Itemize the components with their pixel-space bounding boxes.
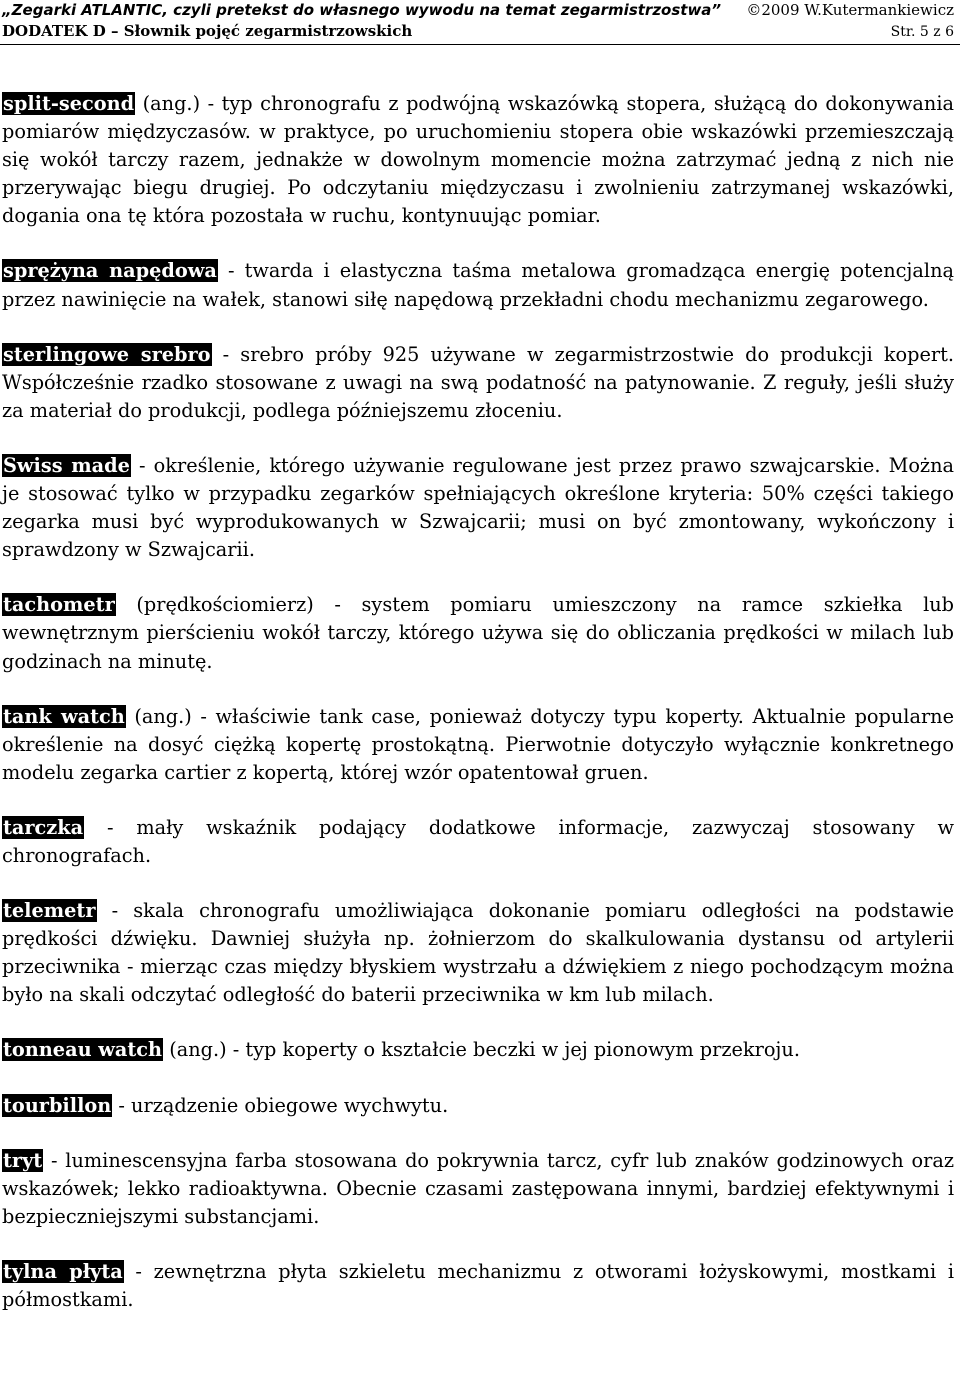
glossary-term: tarczka (3, 815, 84, 839)
glossary-entry (2, 897, 954, 1009)
glossary-entry (2, 814, 954, 870)
glossary-term: split-second (3, 92, 135, 115)
glossary-definition: - określenie, którego używanie regulowane jest przez prawo szwajcarskie. Można je stosować tylko w przypadku zegarków spełniających określone kryteria: 50% części takiego zegarka musi być wyprodukowanych w Szwajcarii; musi on być zmontowany, wykończony i sprawdzony w Szwajcarii. (2, 453, 954, 562)
glossary-definition: (prędkościomierz) - system pomiaru umieszczony na ramce szkiełka lub wewnętrznym pierścieniu wokół tarczy, którego używa się do obliczania prędkości w milach lub godzinach na minutę. (2, 593, 954, 673)
page-number: Str. 5 z 6 (890, 24, 954, 40)
glossary-definition: - srebro próby 925 używane w zegarmistrzostwie do produkcji kopert. Współcześnie rzadko stosowane z uwagi na swą podatność na patynowanie. Z reguły, jeśli służy za materiał do produkcji, podlega późniejszemu złoceniu. (2, 342, 954, 422)
glossary-term: sprężyna napędowa (3, 259, 217, 283)
glossary-term: tonneau watch (3, 1038, 163, 1062)
glossary-entry (2, 1147, 954, 1231)
glossary-definition: - urządzenie obiegowe wychwytu. (112, 1093, 449, 1117)
glossary-entry (2, 1258, 954, 1314)
glossary-term: sterlingowe srebro (3, 342, 211, 366)
glossary-term: Swiss made (3, 453, 130, 477)
glossary-entry (2, 452, 954, 564)
header-line-1 (2, 1, 954, 21)
glossary-entry (2, 591, 954, 675)
glossary-entry (2, 1092, 954, 1120)
glossary-definition: - zewnętrzna płyta szkieletu mechanizmu z otworami łożyskowymi, mostkami i półmostkami. (2, 1259, 954, 1311)
document-title: „Zegarki ATLANTIC, czyli pretekst do własnego wywodu na temat zegarmistrzostwa” (2, 1, 722, 19)
glossary-term: tylna płyta (3, 1259, 123, 1283)
glossary-term: tachometr (3, 593, 115, 617)
glossary-entry (2, 90, 954, 230)
glossary-term: tourbillon (3, 1093, 112, 1117)
glossary-entry (2, 257, 954, 313)
glossary-entry (2, 703, 954, 787)
glossary-definition: - luminescensyjna farba stosowana do pokrywnia tarcz, cyfr lub znaków godzinowych oraz wskazówek; lekko radioaktywna. Obecnie czasami zastępowana innymi, bardziej efektywnymi i bezpieczniejszymi substancjami. (2, 1148, 954, 1228)
glossary-definition: - twarda i elastyczna taśma metalowa gromadząca energię potencjalną przez nawinięcie na wałek, stanowi siłę napędową przekładni chodu mechanizmu zegarowego. (2, 259, 954, 311)
glossary-definition: - mały wskaźnik podający dodatkowe informacje, zazwyczaj stosowany w chronografach. (2, 815, 954, 867)
glossary-content (2, 90, 954, 1341)
glossary-entry (2, 1036, 954, 1064)
section-title: DODATEK D – Słownik pojęć zegarmistrzowskich (2, 22, 413, 40)
glossary-definition: (ang.) - właściwie tank case, ponieważ dotyczy typu koperty. Aktualnie popularne określenie na dosyć ciężką kopertę prostokątną. Pierwotnie dotyczyło wyłącznie konkretnego modelu zegarka cartier z kopertą, której wzór opatentował gruen. (2, 704, 954, 784)
page-header (0, 0, 960, 45)
glossary-definition: (ang.) - typ koperty o kształcie beczki w jej pionowym przekroju. (163, 1038, 800, 1062)
glossary-term: tank watch (3, 704, 125, 728)
glossary-definition: - skala chronografu umożliwiająca dokonanie pomiaru odległości na podstawie prędkości dźwięku. Dawniej służyła np. żołnierzom do skalkulowania dystansu od artylerii przeciwnika - mierząc czas między błyskiem wystrzału a dźwiękiem z niego pochodzącym można było na skali odczytać odległość do baterii przeciwnika w km lub milach. (2, 899, 954, 1007)
glossary-entry (2, 341, 954, 425)
glossary-term: tryt (3, 1148, 43, 1172)
glossary-definition: (ang.) - typ chronografu z podwójną wskazówką stopera, służącą do dokonywania pomiarów międzyczasów. w praktyce, po uruchomieniu stopera obie wskazówki przemieszczają się wokół tarczy razem, jednakże w dowolnym momencie można zatrzymać jedną z nich nie przerywając biegu drugiej. Po odczytaniu międzyczasu i zwolnieniu zatrzymanej wskazówki, dogania ona tę która pozostała w ruchu, kontynuując pomiar. (2, 92, 954, 228)
copyright-notice: ©2009 W.Kutermankiewicz (746, 1, 954, 19)
header-line-2 (2, 22, 954, 42)
glossary-term: telemetr (3, 899, 96, 923)
